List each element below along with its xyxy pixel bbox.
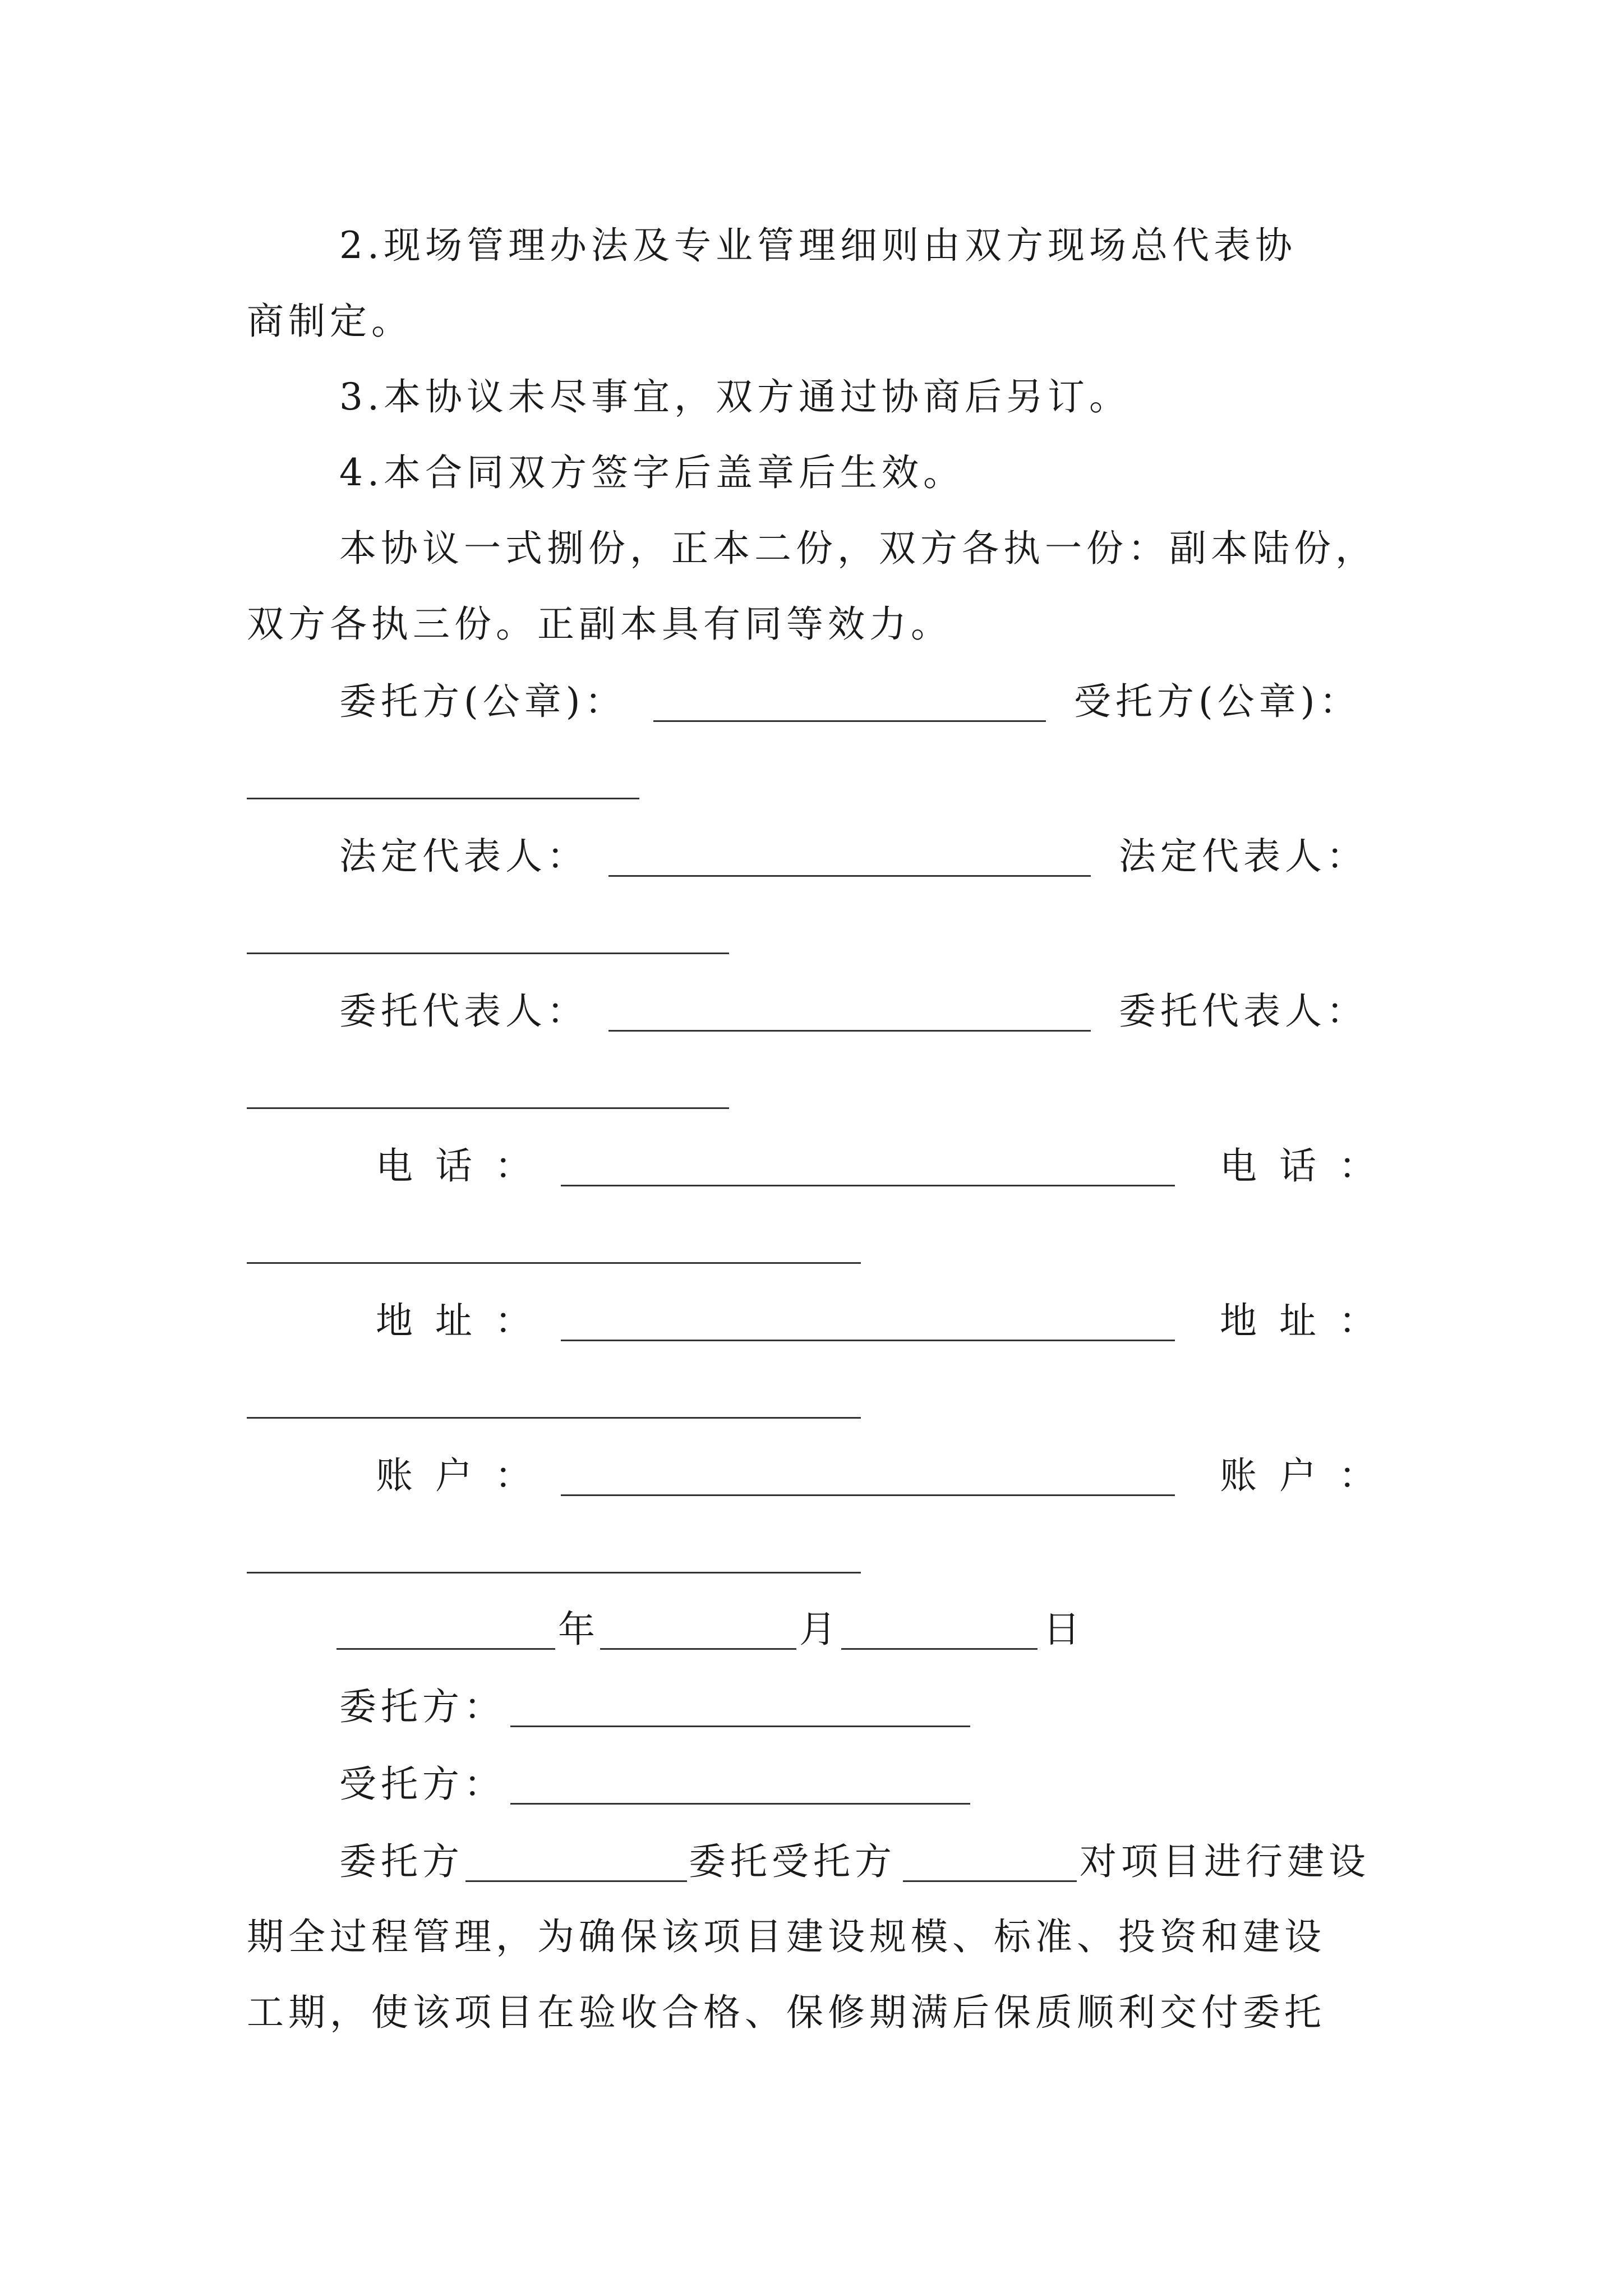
agent-label-contractor: 委托代表人： [1119, 990, 1368, 1033]
agent-label-client: 委托代表人： [339, 990, 588, 1033]
month-blank[interactable] [600, 1648, 796, 1650]
month-label: 月 [799, 1608, 841, 1651]
contractor-blank[interactable] [510, 1803, 970, 1805]
clause-2-line-2: 商制定。 [247, 300, 413, 343]
closing-part-2: 委托受托方 [689, 1840, 896, 1883]
client-blank[interactable] [510, 1726, 970, 1727]
legal-blank-contractor[interactable] [247, 953, 729, 954]
copies-line-1: 本协议一式捌份，正本二份，双方各执一份：副本陆份， [339, 527, 1377, 570]
clause-4: 4.本合同双方签字后盖章后生效。 [339, 451, 965, 494]
closing-part-1: 委托方 [339, 1840, 464, 1883]
legal-label-client: 法定代表人： [339, 835, 588, 878]
clause-3: 3.本协议未尽事宜，双方通过协商后另订。 [339, 375, 1131, 418]
closing-blank-contractor[interactable] [903, 1880, 1077, 1882]
client-label: 委托方： [339, 1685, 505, 1728]
account-blank-contractor[interactable] [247, 1572, 861, 1573]
seal-label-client: 委托方(公章)： [339, 680, 626, 723]
account-label-client: 账户： [376, 1454, 554, 1497]
closing-part-3: 对项目进行建设 [1080, 1840, 1370, 1883]
phone-label-client: 电话： [376, 1144, 554, 1188]
address-label-contractor: 地址： [1220, 1299, 1398, 1342]
agent-blank-contractor[interactable] [247, 1107, 729, 1109]
account-blank-client[interactable] [561, 1494, 1175, 1496]
year-label: 年 [558, 1608, 600, 1651]
copies-line-2: 双方各执三份。正副本具有同等效力。 [247, 602, 952, 646]
legal-blank-client[interactable] [608, 875, 1091, 877]
closing-blank-client[interactable] [465, 1880, 687, 1882]
contractor-label: 受托方： [339, 1763, 505, 1806]
address-blank-client[interactable] [561, 1340, 1175, 1341]
day-blank[interactable] [841, 1648, 1038, 1650]
seal-label-contractor: 受托方(公章)： [1074, 680, 1361, 723]
phone-blank-contractor[interactable] [247, 1262, 861, 1264]
account-label-contractor: 账户： [1220, 1454, 1398, 1497]
closing-line-3: 工期，使该项目在验收合格、保修期满后保质顺利交付委托 [247, 1991, 1326, 2034]
seal-blank-contractor[interactable] [247, 798, 639, 799]
seal-blank-client[interactable] [653, 720, 1046, 722]
address-label-client: 地址： [376, 1299, 554, 1342]
phone-label-contractor: 电话： [1220, 1144, 1398, 1188]
closing-line-2: 期全过程管理，为确保该项目建设规模、标准、投资和建设 [247, 1915, 1326, 1958]
clause-2-line-1: 2.现场管理办法及专业管理细则由双方现场总代表协 [339, 224, 1297, 267]
agent-blank-client[interactable] [608, 1030, 1091, 1032]
legal-label-contractor: 法定代表人： [1119, 835, 1368, 878]
day-label: 日 [1043, 1608, 1085, 1651]
year-blank[interactable] [336, 1648, 555, 1650]
address-blank-contractor[interactable] [247, 1417, 861, 1419]
phone-blank-client[interactable] [561, 1185, 1175, 1186]
